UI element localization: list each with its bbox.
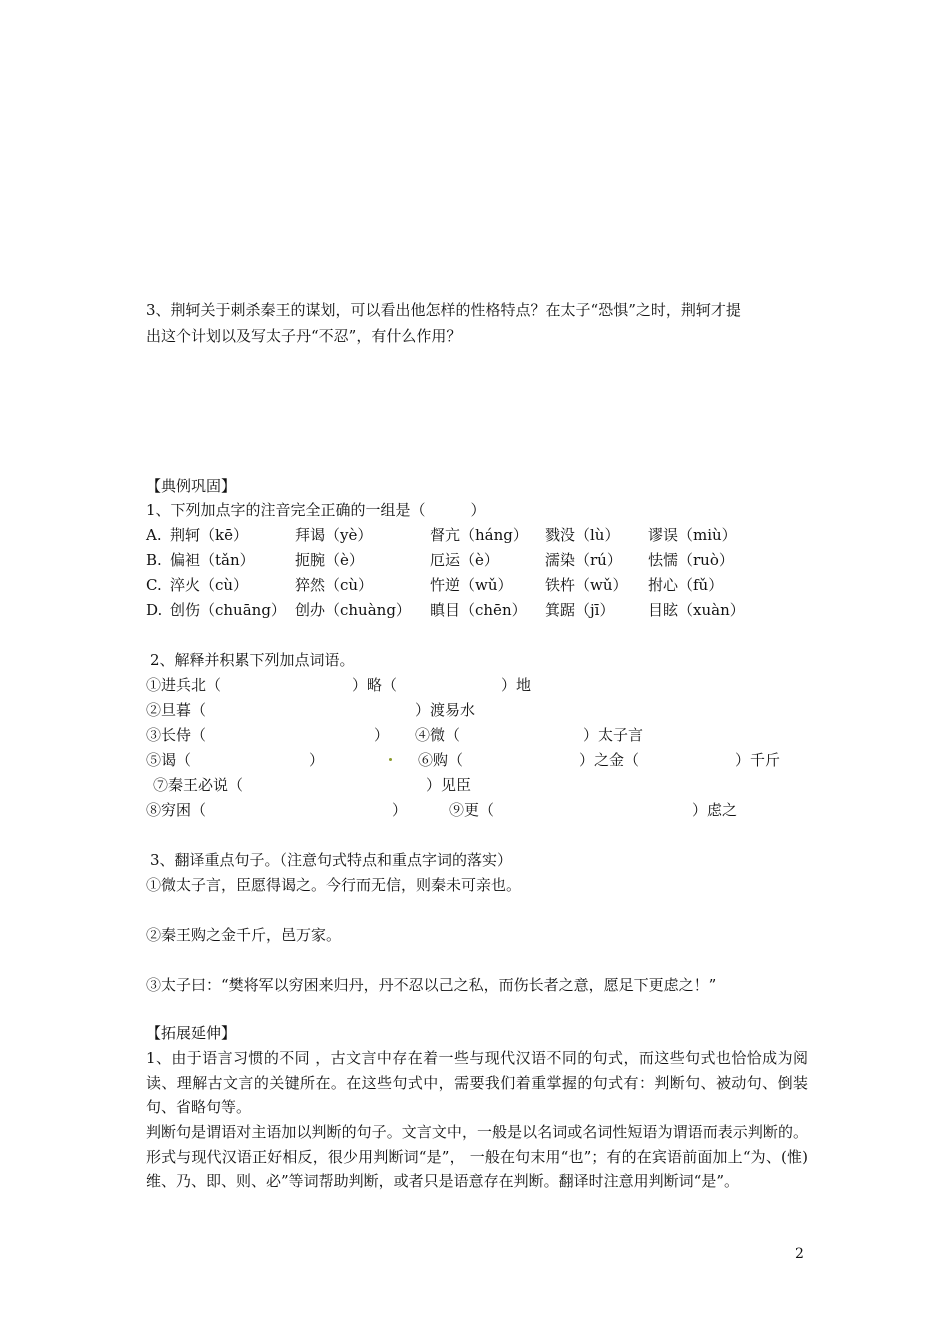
option-item: 目眩（xuàn） [648, 601, 745, 619]
q2-segment: ⑦秦王必说（ [153, 776, 244, 794]
q2-segment: ）见臣 [426, 776, 472, 794]
option-label: D. [146, 601, 163, 619]
option-label: A. [146, 526, 162, 544]
q2-segment: ） [374, 726, 390, 744]
q2-segment: ①进兵北（ [146, 676, 222, 694]
extension-paragraph-1: 1、由于语言习惯的不同 ，古文言中存在着一些与现代汉语不同的句式，而这些句式也恰恰成为阅读、理解古文言的关键所在。在这些句式中，需要我们着重掌握的句式有：判断句、被动句、倒装句、省略句等。 [146, 1049, 808, 1116]
q2-segment: ⑥购（ [418, 751, 464, 769]
q2-segment: ②旦暮（ [146, 701, 207, 719]
option-item: 偏袒（tǎn） [170, 551, 255, 569]
q2-segment: ）略（ [352, 676, 398, 694]
translate-sentence-2: ②秦王购之金千斤，邑万家。 [146, 926, 342, 944]
option-item: 荆轲（kē） [170, 526, 248, 544]
q2-segment: ）地 [501, 676, 532, 694]
q2-segment: ） [392, 801, 408, 819]
question-3-translate-stem: 3、翻译重点句子。（注意句式特点和重点字词的落实） [150, 851, 513, 869]
q2-segment: ④微（ [415, 726, 461, 744]
option-item: 扼腕（è） [295, 551, 364, 569]
page-number: 2 [795, 1246, 804, 1262]
option-item: 督亢（háng） [430, 526, 528, 544]
option-item: 拊心（fǔ） [648, 576, 724, 594]
q2-segment: ）虑之 [692, 801, 738, 819]
q2-segment: ⑧穷困（ [146, 801, 207, 819]
question-3-line-2: 出这个计划以及写太子丹“不忍”，有什么作用？ [146, 327, 462, 345]
option-item: 戮没（lù） [545, 526, 620, 544]
q2-segment: ）渡易水 [415, 701, 476, 719]
q2-segment: ③长侍（ [146, 726, 207, 744]
option-item: 箕踞（jī） [545, 601, 615, 619]
option-item: 瞋目（chēn） [430, 601, 527, 619]
option-item: 猝然（cù） [295, 576, 374, 594]
extension-paragraph-2: 判断句是谓语对主语加以判断的句子。文言文中，一般是以名词或名词性短语为谓语而表示判断的。形式与现代汉语正好相反，很少用判断词“是”， 一般在句末用“也”；有的在宾语前面加上“为、(惟)维、乃、即、则、必”等词帮助判断，或者只是语意存在判断。翻译时注意用判断词“是”。 [146, 1123, 808, 1190]
question-1-stem: 1、下列加点字的注音完全正确的一组是（ ） [146, 501, 486, 519]
question-3-line-1: 3、荆轲关于刺杀秦王的谋划，可以看出他怎样的性格特点？在太子“恐惧”之时，荆轲才提 [146, 301, 741, 319]
option-item: 创办（chuàng） [295, 601, 411, 619]
translate-sentence-1: ①微太子言，臣愿得谒之。今行而无信，则秦未可亲也。 [146, 876, 522, 894]
section-heading-extension: 【拓展延伸】 [146, 1024, 237, 1042]
option-label: C. [146, 576, 162, 594]
option-item: 谬误（miù） [648, 526, 737, 544]
option-item: 拜谒（yè） [295, 526, 373, 544]
option-item: 濡染（rú） [545, 551, 622, 569]
decorative-dot [389, 758, 392, 761]
option-item: 厄运（è） [430, 551, 499, 569]
q2-segment: ）之金（ [579, 751, 640, 769]
option-item: 忤逆（wǔ） [430, 576, 513, 594]
option-item: 怯懦（ruò） [648, 551, 734, 569]
option-label: B. [146, 551, 162, 569]
option-item: 创伤（chuāng） [170, 601, 286, 619]
translate-sentence-3: ③太子曰：“樊将军以穷困来归丹，丹不忍以己之私，而伤长者之意，愿足下更虑之！” [146, 976, 717, 994]
section-heading-examples: 【典例巩固】 [146, 477, 237, 495]
q2-segment: ⑨更（ [449, 801, 495, 819]
q2-segment: ） [309, 751, 325, 769]
q2-segment: ⑤谒（ [146, 751, 192, 769]
option-item: 淬火（cù） [170, 576, 249, 594]
q2-segment: ）千斤 [735, 751, 781, 769]
option-item: 铁杵（wǔ） [545, 576, 628, 594]
question-2-stem: 2、解释并积累下列加点词语。 [150, 651, 355, 669]
q2-segment: ）太子言 [583, 726, 644, 744]
